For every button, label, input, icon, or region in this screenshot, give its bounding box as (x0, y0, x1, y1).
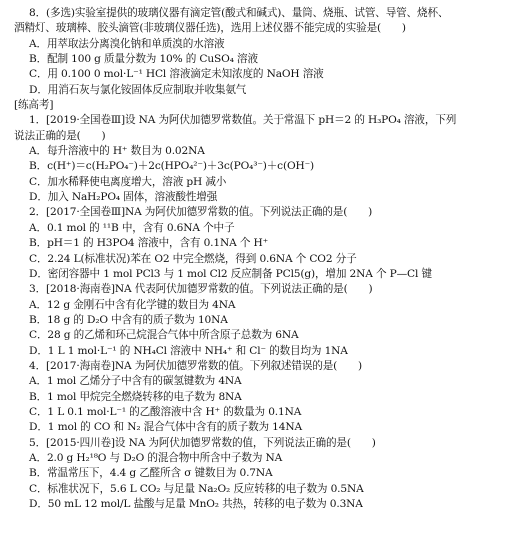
text-line: C．2.24 L(标准状况)苯在 O2 中完全燃烧，得到 0.6NA 个 CO2 分子 (29, 252, 357, 265)
text-line: A．用萃取法分离溴化钠和单质溴的水溶液 (29, 37, 225, 50)
text-line: D．用消石灰与氯化铵固体反应制取并收集氨气 (29, 83, 247, 96)
text-line: B．18 g 的 D₂O 中含有的质子数为 10NA (29, 313, 228, 326)
text-line: C．用 0.100 0 mol·L⁻¹ HCl 溶液滴定未知浓度的 NaOH 溶液 (29, 68, 324, 81)
text-line: B．c(H⁺)＝c(H₂PO₄⁻)＋2c(HPO₄²⁻)＋3c(PO₄³⁻)＋c(OH⁻) (29, 160, 314, 173)
text-line: B．pH＝1 的 H3PO4 溶液中，含有 0.1NA 个 H⁺ (29, 237, 269, 250)
text-line: B．常温常压下，4.4 g 乙醛所含 σ 键数目为 0.7NA (29, 467, 273, 480)
text-line: B．1 mol 甲烷完全燃烧转移的电子数为 8NA (29, 390, 242, 403)
text-line: 说法正确的是( ) (14, 129, 106, 142)
text-line: C．28 g 的乙烯和环己烷混合气体中所含原子总数为 6NA (29, 329, 299, 342)
text-line: A．2.0 g H₂¹⁸O 与 D₂O 的混合物中所含中子数为 NA (29, 451, 283, 464)
text-line: 酒精灯、玻璃棒、胶头滴管(非玻璃仪器任选)，选用上述仪器不能完成的实验是( ) (14, 22, 406, 35)
text-line: 2．[2017·全国卷Ⅲ]NA 为阿伏加德罗常数的值。下列说法正确的是( ) (29, 206, 373, 219)
text-line: 8．(多选)实验室提供的玻璃仪器有滴定管(酸式和碱式)、量筒、烧瓶、试管、导管、烧杯、 (29, 7, 449, 19)
text-line: A．12 g 金刚石中含有化学键的数目为 4NA (29, 298, 236, 311)
text-line: A．1 mol 乙烯分子中含有的碳氢键数为 4NA (29, 375, 242, 388)
text-line: A．0.1 mol 的 ¹¹B 中，含有 0.6NA 个中子 (29, 221, 235, 234)
text-line: C．1 L 0.1 mol·L⁻¹ 的乙酸溶液中含 H⁺ 的数量为 0.1NA (29, 405, 302, 418)
text-line: 4．[2017·海南卷]NA 为阿伏加德罗常数的值。下列叙述错误的是( ) (29, 359, 363, 372)
text-line: D．加入 NaH₂PO₄ 固体，溶液酸性增强 (29, 191, 218, 204)
text-line: C．加水稀释使电离度增大，溶液 pH 减小 (29, 175, 227, 188)
text-line: C．标准状况下，5.6 L CO₂ 与足量 Na₂O₂ 反应转移的电子数为 0.5NA (29, 482, 364, 495)
text-line: 5．[2015·四川卷]设 NA 为阿伏加德罗常数的值，下列说法正确的是( ) (29, 436, 376, 449)
text-line: 3．[2018·海南卷]NA 代表阿伏加德罗常数的值。下列说法正确的是( ) (29, 283, 373, 296)
text-line: A．每升溶液中的 H⁺ 数目为 0.02NA (29, 145, 205, 158)
text-line: D．1 L 1 mol·L⁻¹ 的 NH₄Cl 溶液中 NH₄⁺ 和 Cl⁻ 的数目均为 1NA (29, 344, 348, 357)
text-line: D．50 mL 12 mol/L 盐酸与足量 MnO₂ 共热，转移的电子数为 0.3NA (29, 498, 363, 510)
text-line: [练高考] (14, 99, 54, 112)
text-line: D．1 mol 的 CO 和 N₂ 混合气体中含有的质子数为 14NA (29, 421, 302, 434)
text-line: 1．[2019·全国卷Ⅲ]设 NA 为阿伏加德罗常数值。关于常温下 pH＝2 的 H₃PO₄ 溶液，下列 (29, 114, 457, 127)
text-line: B．配制 100 g 质量分数为 10% 的 CuSO₄ 溶液 (29, 53, 258, 66)
text-line: D．密闭容器中 1 mol PCl3 与 1 mol Cl2 反应制备 PCl5(g)，增加 2NA 个 P—Cl 键 (29, 267, 432, 280)
